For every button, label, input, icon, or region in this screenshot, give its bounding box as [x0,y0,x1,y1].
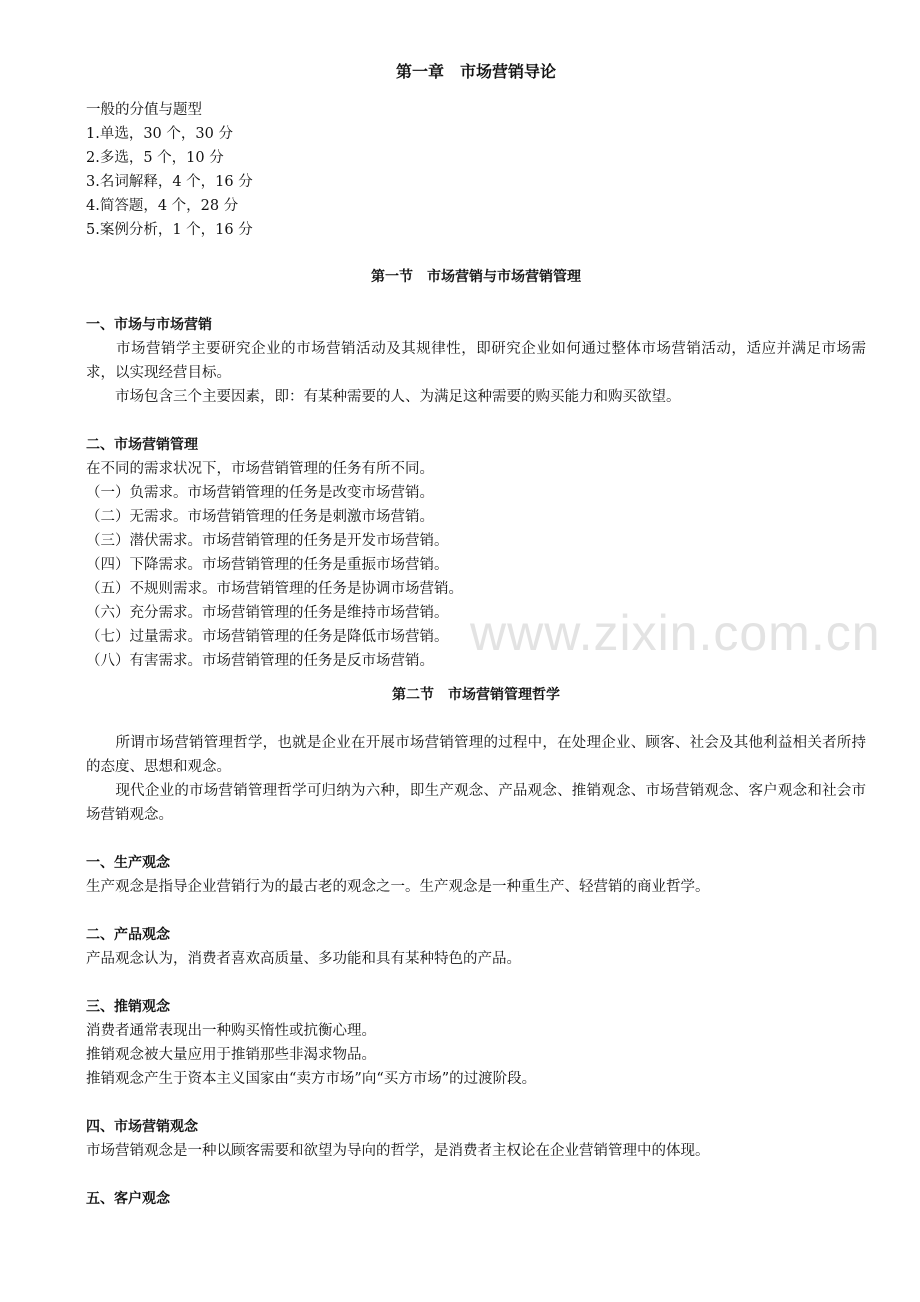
section1-sub1-paragraph: 市场营销学主要研究企业的市场营销活动及其规律性，即研究企业如何通过整体市场营销活动，适应并满足市场需求，以实现经营目标。 [86,341,867,381]
scoring-item: 4.简答题，4 个，28 分 [86,198,239,214]
section2-sub2-text: 产品观念认为，消费者喜欢高质量、多功能和具有某种特色的产品。 [86,951,521,967]
section2-paragraph: 所谓市场营销管理哲学，也就是企业在开展市场营销管理的过程中，在处理企业、顾客、社会及其他利益相关者所持的态度、思想和观念。 [86,735,867,775]
section2-sub1-heading: 一、生产观念 [86,855,170,871]
scoring-item: 5.案例分析，1 个，16 分 [86,222,253,238]
section2-sub4-text: 市场营销观念是一种以顾客需要和欲望为导向的哲学，是消费者主权论在企业营销管理中的体现。 [86,1143,710,1159]
demand-item: （五）不规则需求。市场营销管理的任务是协调市场营销。 [86,581,463,597]
demand-item: （二）无需求。市场营销管理的任务是刺激市场营销。 [86,509,434,525]
section2-title: 第二节 市场营销管理哲学 [392,687,560,703]
document-content [86,56,866,1211]
section2-sub3-line: 推销观念产生于资本主义国家由“卖方市场”向“买方市场”的过渡阶段。 [86,1071,537,1087]
demand-item: （七）过量需求。市场营销管理的任务是降低市场营销。 [86,629,449,645]
section2-sub5-heading: 五、客户观念 [86,1191,170,1207]
scoring-item: 1.单选，30 个，30 分 [86,126,233,142]
section1-sub2-intro: 在不同的需求状况下，市场营销管理的任务有所不同。 [86,461,434,477]
demand-item: （四）下降需求。市场营销管理的任务是重振市场营销。 [86,557,449,573]
section2-sub4-heading: 四、市场营销观念 [86,1119,198,1135]
chapter-title: 第一章 市场营销导论 [395,62,556,81]
scoring-intro: 一般的分值与题型 [86,102,202,118]
section1-title: 第一节 市场营销与市场营销管理 [371,269,581,285]
demand-item: （一）负需求。市场营销管理的任务是改变市场营销。 [86,485,434,501]
section1-sub1-paragraph: 市场包含三个主要因素，即：有某种需要的人、为满足这种需要的购买能力和购买欲望。 [115,389,681,405]
scoring-item: 2.多选，5 个，10 分 [86,150,224,166]
section1-sub1-heading: 一、市场与市场营销 [86,317,212,333]
section2-sub1-text: 生产观念是指导企业营销行为的最古老的观念之一。生产观念是一种重生产、轻营销的商业哲学。 [86,879,710,895]
section2-sub3-heading: 三、推销观念 [86,999,170,1015]
watermark: www.zixin.com.cn [470,605,881,661]
demand-item: （三）潜伏需求。市场营销管理的任务是开发市场营销。 [86,533,449,549]
section2-sub3-line: 推销观念被大量应用于推销那些非渴求物品。 [86,1047,376,1063]
section1-sub2-heading: 二、市场营销管理 [86,437,198,453]
section2-sub3-line: 消费者通常表现出一种购买惰性或抗衡心理。 [86,1023,376,1039]
demand-item: （八）有害需求。市场营销管理的任务是反市场营销。 [86,653,434,669]
scoring-item: 3.名词解释，4 个，16 分 [86,174,253,190]
section2-sub2-heading: 二、产品观念 [86,927,170,943]
scoring-block [86,98,866,242]
section2-paragraph: 现代企业的市场营销管理哲学可归纳为六种，即生产观念、产品观念、推销观念、市场营销观念、客户观念和社会市场营销观念。 [86,783,867,823]
demand-item: （六）充分需求。市场营销管理的任务是维持市场营销。 [86,605,449,621]
